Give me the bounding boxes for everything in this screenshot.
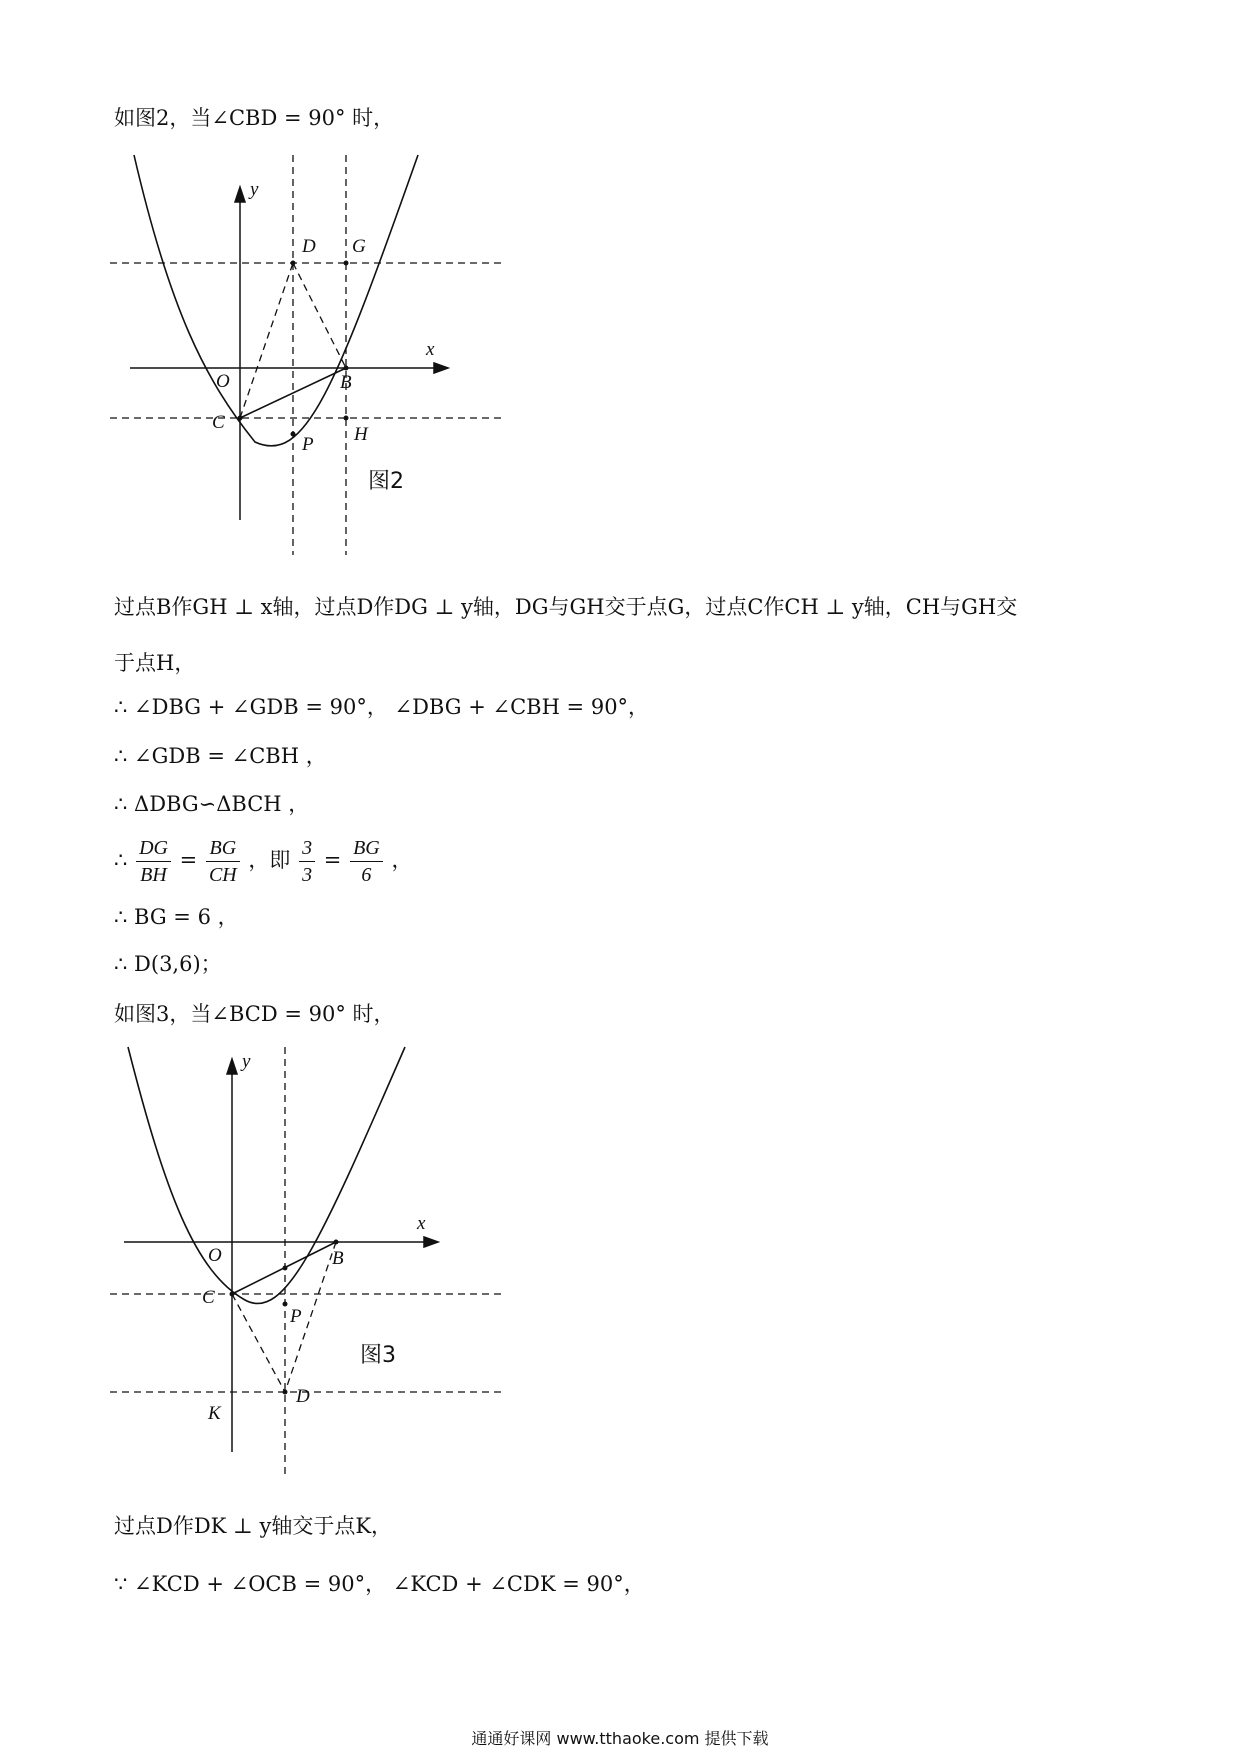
fraction-numerator: BG [350,835,383,862]
y-axis-arrow [227,1059,237,1074]
figure-3 [110,1042,515,1482]
text-line-7 [114,832,412,888]
label-o: O [208,1245,222,1266]
equals-sign: = [323,848,342,872]
fraction-bg-ch [206,835,240,888]
text-line-6: ∴ ΔDBG∽ΔBCH ， [114,792,310,816]
fraction-denominator: CH [208,864,237,886]
label-d: D [296,1386,310,1407]
fraction-denominator: 3 [302,864,313,886]
page-footer: 通通好课网 www.tthaoke.com 提供下载 [471,1729,769,1748]
label-h: H [354,424,368,445]
text-line-2: 过点B作GH ⊥ x轴，过点D作DG ⊥ y轴，DG与GH交于点G，过点C作CH ⊥ y轴，CH与GH交 [114,595,1018,619]
parabola-curve [134,155,418,446]
text-line-5: ∴ ∠GDB = ∠CBH ， [114,744,327,768]
y-axis-arrow [235,187,245,202]
figure-2-caption: 图2 [368,469,404,494]
text-line-1: 如图2，当∠CBD = 90° 时， [114,106,395,130]
label-g: G [352,236,366,257]
therefore-symbol: ∴ [114,848,128,872]
label-b: B [340,372,352,393]
x-axis-arrow [434,363,448,373]
dashed-segment-cd [240,263,293,418]
label-y: y [242,1051,251,1072]
label-o: O [216,371,230,392]
label-p: P [290,1306,302,1327]
fraction-3-3 [299,835,315,888]
equals-sign: = [179,848,198,872]
label-x: x [426,339,435,360]
label-p: P [302,434,314,455]
text-line-3: 于点H， [114,651,196,675]
label-k: K [208,1403,221,1424]
figure-3-caption: 图3 [360,1343,396,1368]
dashed-segment-db [293,263,346,368]
comma: ， [391,848,413,872]
fraction-denominator: BH [140,864,167,886]
text-line-10: 如图3，当∠BCD = 90° 时， [114,1002,395,1026]
label-d: D [302,236,316,257]
label-c: C [202,1287,215,1308]
text-namely: ，即 [248,848,291,872]
text-line-8: ∴ BG = 6 ， [114,905,239,929]
text-line-4: ∴ ∠DBG + ∠GDB = 90°， ∠DBG + ∠CBH = 90°， [114,695,650,719]
x-axis-arrow [424,1237,438,1247]
parabola-curve [128,1047,405,1304]
figure-2 [110,150,515,560]
text-line-12: ∵ ∠KCD + ∠OCB = 90°， ∠KCD + ∠CDK = 90°， [114,1572,645,1596]
dashed-segment-cd [232,1294,285,1392]
text-line-11: 过点D作DK ⊥ y轴交于点K， [114,1514,393,1538]
label-x: x [417,1213,426,1234]
fraction-numerator: BG [206,835,240,862]
fraction-numerator: DG [136,835,171,862]
text-line-9: ∴ D(3,6)； [114,952,222,976]
label-y: y [250,179,259,200]
label-b: B [332,1248,344,1269]
fraction-dg-bh [136,835,171,888]
fraction-bg-6 [350,835,383,888]
fraction-numerator: 3 [299,835,315,862]
fraction-denominator: 6 [361,864,372,886]
label-c: C [212,412,225,433]
